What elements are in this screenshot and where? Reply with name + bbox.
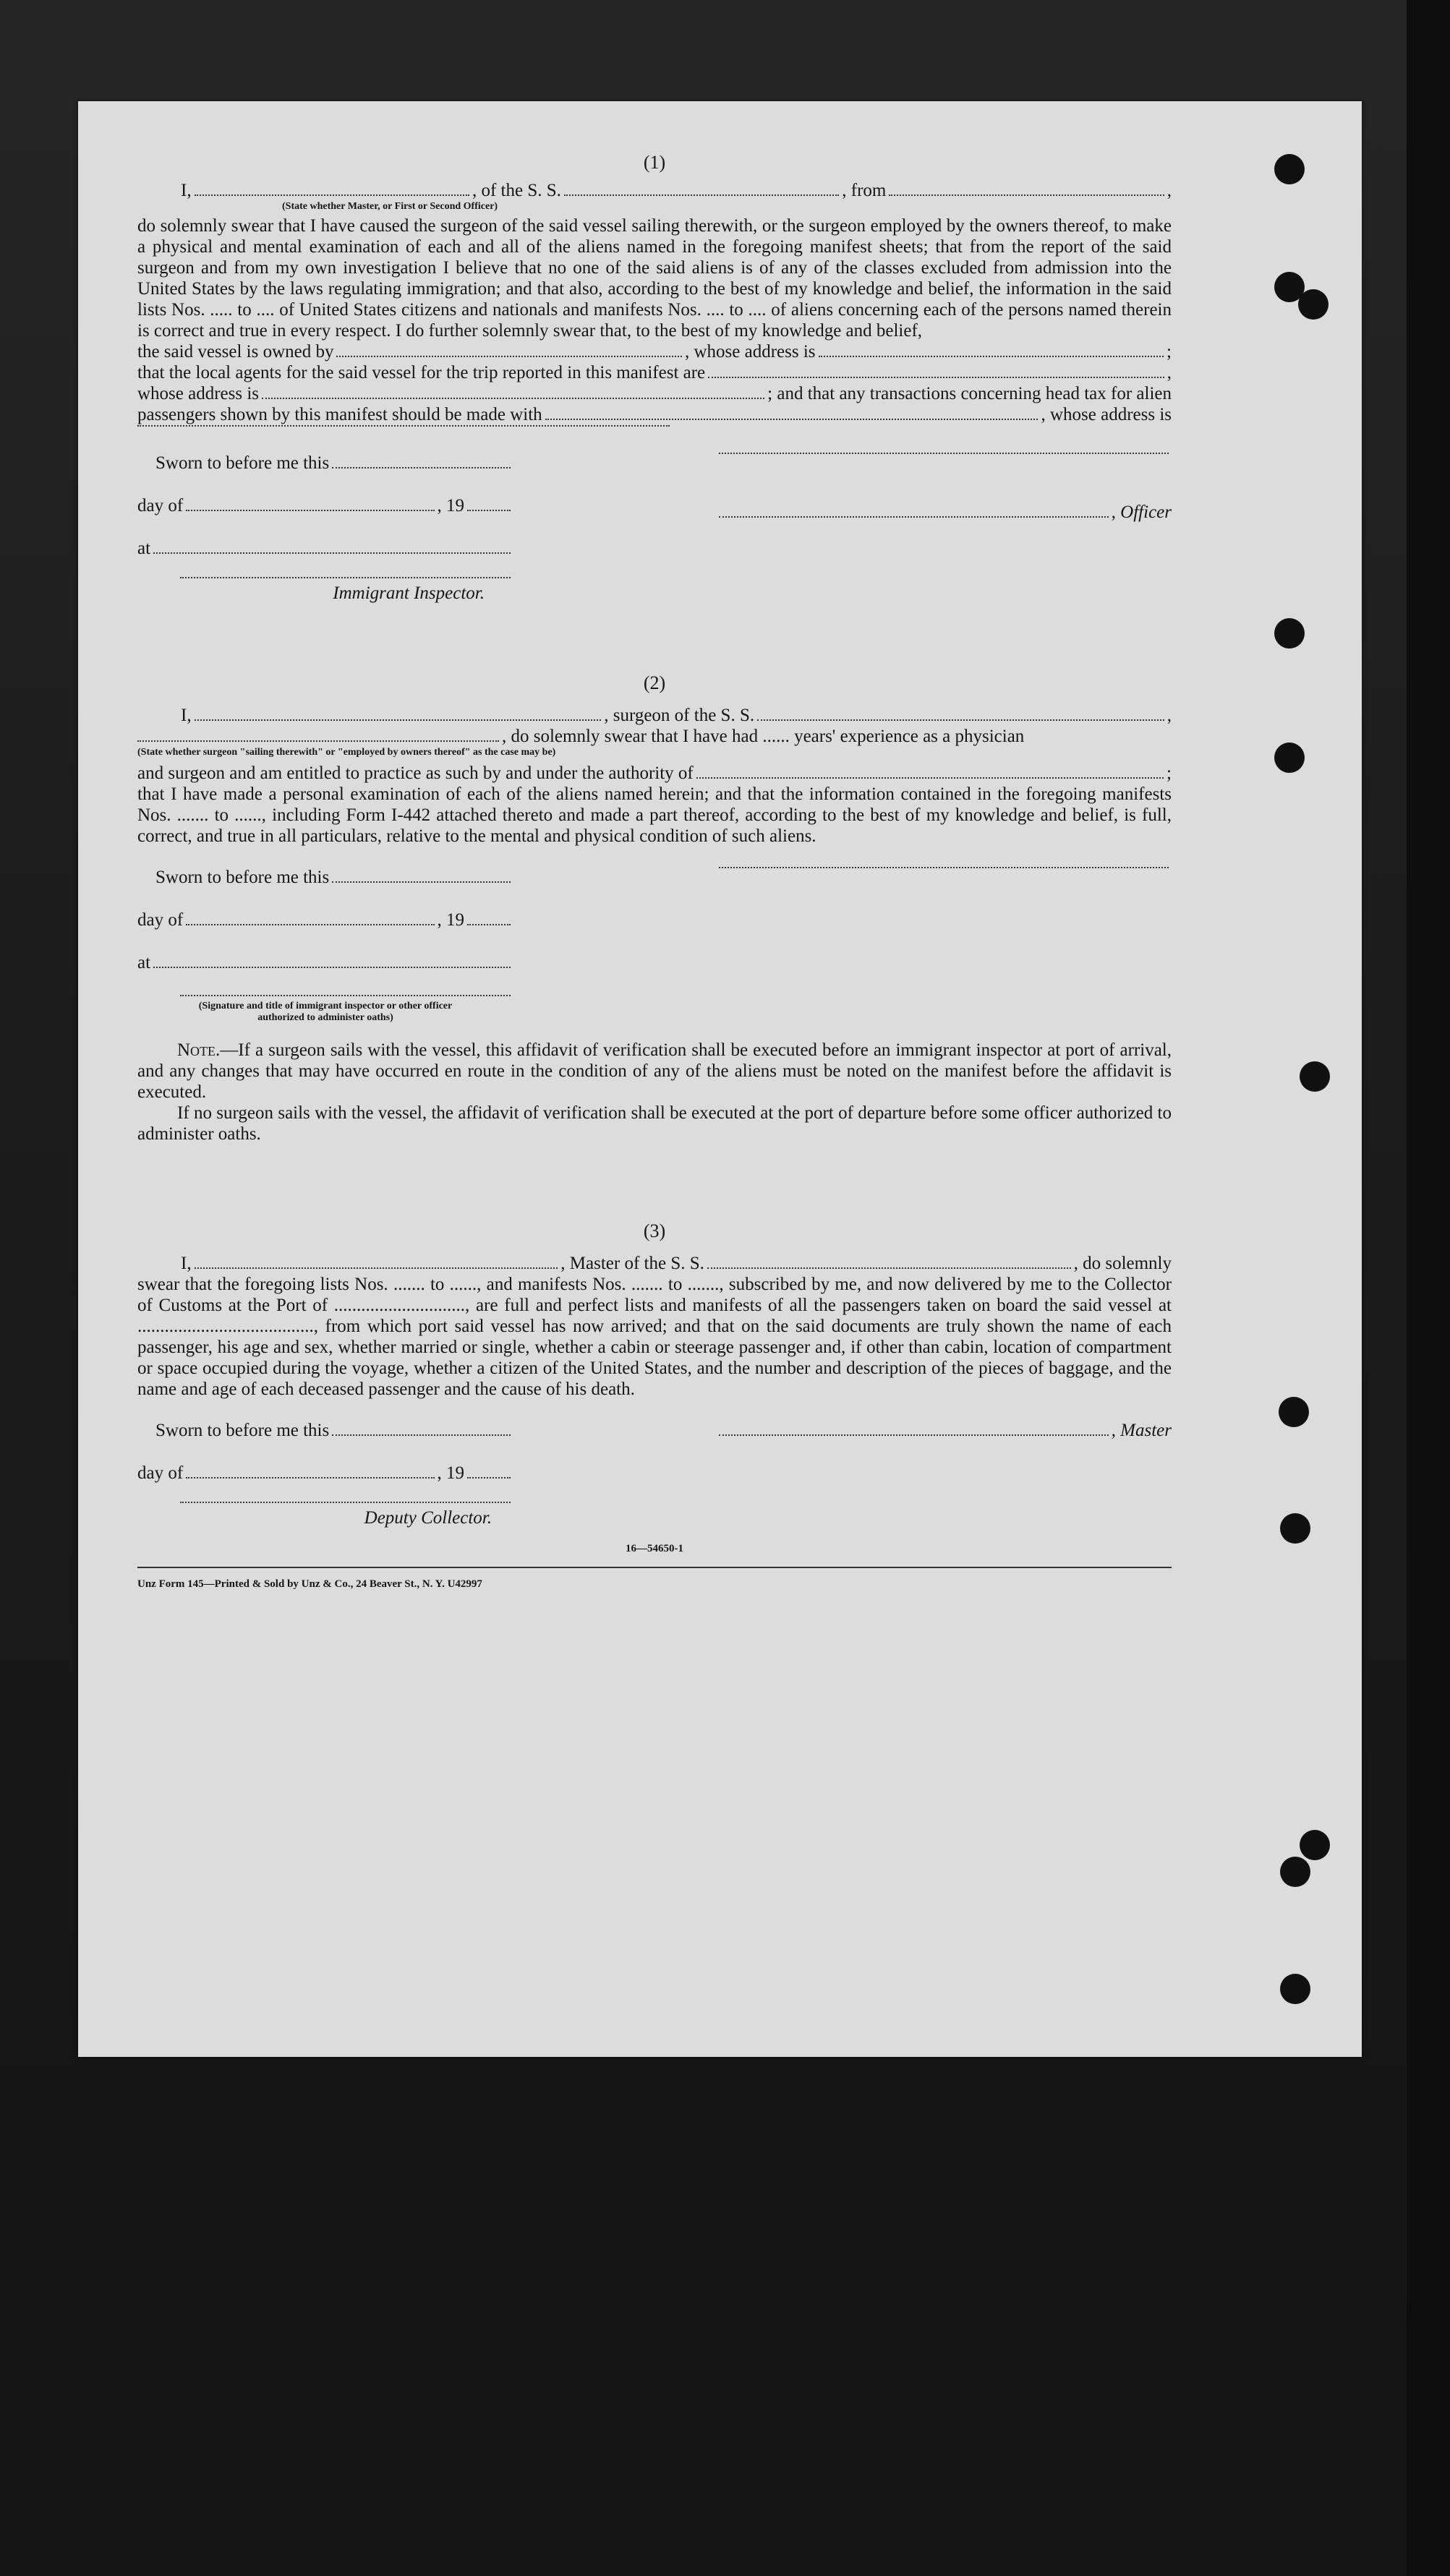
blank-line [889, 194, 1164, 196]
blank-line [332, 881, 511, 883]
pronoun: I, [181, 181, 192, 200]
signature-line [719, 867, 1169, 868]
blank-line [545, 419, 1039, 420]
punch-hole [1274, 154, 1305, 184]
blank-line [186, 510, 434, 511]
signature-line [719, 453, 1169, 454]
punch-hole [1300, 1061, 1330, 1092]
blank-line [564, 194, 839, 196]
blank-line [819, 356, 1164, 357]
field-note: (State whether surgeon "sailing therewith" or "employed by owners thereof" as the case may be) [137, 747, 556, 758]
comma: , [1167, 181, 1172, 200]
note-text: —If a surgeon sails with the vessel, this affidavit of verification shall be executed before an immigrant inspector at port of arrival, and any changes that may have occurred en route in the condition of any of the aliens must be noted on the manifest before the affidavit is executed. [137, 1040, 1172, 1102]
collector-title: Deputy Collector. [364, 1508, 492, 1528]
section-number: (1) [643, 152, 666, 173]
blank-line [153, 552, 511, 554]
day-label: day of [137, 496, 184, 515]
examination-paragraph: that I have made a personal examination of each of the aliens named herein; and that the information contained in the foregoing manifests Nos. ....... to ......, including Form I-442 attached thereto and made a part thereof, according to the best of my knowledge and belief, is full, correct, and true in all particulars, relative to the mental and physical condition of such aliens. [137, 784, 1172, 846]
at-label: at [137, 539, 151, 558]
owned-by-label: the said vessel is owned by [137, 342, 334, 361]
blank-line [336, 356, 682, 357]
year-label: , 19 [437, 910, 464, 930]
blank-line [137, 740, 499, 742]
film-edge [1407, 0, 1450, 2576]
blank-line [467, 924, 511, 925]
signature-line [180, 577, 511, 578]
punch-hole [1274, 743, 1305, 773]
blank-line [696, 777, 1164, 779]
punch-hole [1279, 1397, 1309, 1427]
punch-hole [1300, 1830, 1330, 1860]
sworn-label: Sworn to before me this [155, 1421, 330, 1440]
rule [137, 1567, 1172, 1568]
punch-hole [1280, 1974, 1310, 2004]
inspector-title: Immigrant Inspector. [333, 583, 485, 603]
blank-line [186, 924, 434, 925]
address-label: , whose address is [1041, 405, 1172, 424]
blank-line [332, 467, 511, 468]
form-number: 16—54650-1 [626, 1543, 683, 1554]
note-paragraph [137, 1040, 1172, 1103]
note-paragraph-2: If no surgeon sails with the vessel, the affidavit of verification shall be executed at the port of departure before some officer authorized to administer oaths. [137, 1103, 1172, 1144]
blank-line [708, 377, 1164, 378]
blank-line [186, 1477, 434, 1479]
pronoun: I, [181, 1254, 192, 1273]
authority-text: and surgeon and am entitled to practice as such by and under the authority of [137, 763, 694, 783]
punch-hole [1298, 289, 1329, 320]
experience-text: , do solemnly swear that I have had ...... years' experience as a physician [502, 727, 1025, 746]
at-label: at [137, 953, 151, 972]
sworn-label: Sworn to before me this [155, 868, 330, 887]
blank-line [153, 967, 511, 968]
pronoun: I, [181, 706, 192, 725]
solemnly-label: , do solemnly [1073, 1254, 1172, 1273]
blank-line [467, 1477, 511, 1479]
punch-hole [1280, 1513, 1310, 1544]
master-title: , Master [1111, 1421, 1172, 1440]
section-number: (2) [643, 672, 666, 693]
signature-line [719, 1434, 1109, 1436]
day-label: day of [137, 910, 184, 930]
master-label: , Master of the S. S. [560, 1254, 704, 1273]
address-label: whose address is [137, 384, 260, 403]
blank-line [757, 719, 1164, 721]
day-label: day of [137, 1463, 184, 1483]
field-note: (State whether Master, or First or Second Officer) [282, 201, 498, 212]
oath-paragraph: do solemnly swear that I have caused the surgeon of the said vessel sailing therewith, or the surgeon employed by the owners thereof, to make a physical and mental examination of each and all of the aliens named in the foregoing manifest sheets; that from the report of the said surgeon and from my own investigation I believe that no one of the said aliens is of any of the classes excluded from admission into the United States by the laws regulating immigration; and that also, according to the best of my knowledge and belief, the information in the said lists Nos. ..... to .... of United States citizens and nationals and manifests Nos. .... to .... of aliens concerning each of the persons named therein is correct and true in every respect. I do further solemnly swear that, to the best of my knowledge and belief, [137, 216, 1172, 341]
master-paragraph: swear that the foregoing lists Nos. ....... to ......, and manifests Nos. ....... to ......., subscribed by me, and now delivered by me to the Collector of Customs at the Port of ............................., are full and perfect lists and manifests of all the passengers taken on board the said vessel at ......................................., from which port said vessel has now arrived; and that on the said documents are truly shown the name of each passenger, his age and sex, whether married or single, whether a cabin or steerage passenger and, if other than cabin, location of compartment or space occupied during the voyage, whether a citizen of the United States, and the number and description of the pieces of baggage, and the name and age of each deceased passenger and the cause of his death. [137, 1275, 1172, 1399]
signature-line [180, 1502, 511, 1503]
punch-hole [1280, 1857, 1310, 1887]
note-label: Note. [177, 1040, 221, 1060]
head-tax-text: ; and that any transactions concerning head tax for alien [767, 384, 1172, 403]
printer-credit: Unz Form 145—Printed & Sold by Unz & Co., 24 Beaver St., N. Y. U42997 [137, 1578, 482, 1590]
year-label: , 19 [437, 1463, 464, 1483]
surgeon-label: , surgeon of the S. S. [604, 706, 755, 725]
agents-label: that the local agents for the said vessel for the trip reported in this manifest are [137, 363, 706, 382]
affidavit-text: (1) I, , of the S. S. , from , (State whether Master, or First or Second Officer) do solemnly swear that I have caused the surgeon of the said vessel sailing therewith, or the surgeon employed by the owners thereof, to make a physical and mental examination of each and all of the aliens named in the foregoing manifest sheets; that from the report of the said surgeon and from my own investigation I believe that no one of the said aliens is of any of the classes excluded from admission into the United States by the laws regulating immigration; and that also, according to the best of my knowledge and belief, the information in the said lists Nos. ..... to .... of United States citizens and nationals and manifests Nos. .... to .... of aliens concerning each of the persons named therein is correct and true in every respect. I do further solemnly swear that, to the best of my knowledge and belief, the said vessel is owned by , whose address is ; that the local agents for the said vessel for the trip reported in this manifest are , whose address is ; and that any transactions concerning head tax for alien passengers shown by this manifest should be made with , whose address is Sworn to before me this day of , 19 at Immigrant Inspector. , Officer (2) I, , surgeon of the S. S. , , do solemnly swear that I have had ...... years' experience as a physician (State whether surgeon "sailing therewith" or "employed by owners thereof" as the case may be) and surgeon and am entitled to practice as such by and under the authority of ; that I have made a personal examination of each of the aliens named herein; and that the information contained in the foregoing manifests Nos. ....... to ......, including Form I-442 attached thereto and made a part thereof, according to the best of my knowledge and belief, is full, correct, and true in all particulars, relative to the mental and physical condition of such aliens. Sworn to before me this day of , 19 at (Signature and title of immigrant inspector or other officer authorized to administer oaths) Note.—If a surgeon sails with the vessel, this affidavit of verification shall be executed before an immigrant inspector at port of arrival, and any changes that may have occurred en route in the condition of any of the aliens must be noted on the manifest before the affidavit is executed. If no surgeon sails with the vessel, the affidavit of verification shall be executed at the port of departure before some officer authorized to administer oaths. (3) I, , Master of the S. S. , do solemnly swear that the foregoing lists Nos. ....... to ......, and manifests Nos. ....... to ......., subscribed by me, and now delivered by me to the Collector of Customs at the Port of ............................., are full and perfect lists and manifests of all the passengers taken on board the said vessel at ......................................., from which port said vessel has now arrived; and that on the said documents are truly shown the name of each passenger, his age and sex, whether married or single, whether a cabin or steerage passenger and, if other than cabin, location of compartment or space occupied during the voyage, whether a citizen of the United States, and the number and description of the pieces of baggage, and the name and age of each deceased passenger and the cause of his death. Sworn to before me this day of , 19 Deputy Collector. , Master 16—54650-1 Unz Form 145—Printed & Sold by Unz & Co., 24 Beaver St., N. Y. U42997 [137, 152, 1172, 1595]
blank-line [332, 1434, 511, 1436]
signature-line [180, 995, 511, 996]
blank-line [137, 425, 670, 427]
field-note: (Signature and title of immigrant inspector or other officer authorized to administer oaths) [198, 1001, 453, 1023]
blank-line [195, 719, 602, 721]
blank-line [707, 1267, 1071, 1269]
from-label: , from [842, 181, 887, 200]
punch-hole [1274, 618, 1305, 649]
vessel-label: , of the S. S. [472, 181, 561, 200]
year-label: , 19 [437, 496, 464, 515]
officer-label: , Officer [1111, 502, 1172, 522]
blank-line [195, 194, 469, 196]
blank-line [262, 398, 764, 399]
sworn-label: Sworn to before me this [155, 453, 330, 473]
blank-line [195, 1267, 558, 1269]
passengers-text: passengers shown by this manifest should be made with [137, 405, 542, 424]
blank-line [467, 510, 511, 511]
section-number: (3) [643, 1220, 666, 1241]
address-label: , whose address is [685, 342, 816, 361]
signature-line [719, 516, 1109, 518]
